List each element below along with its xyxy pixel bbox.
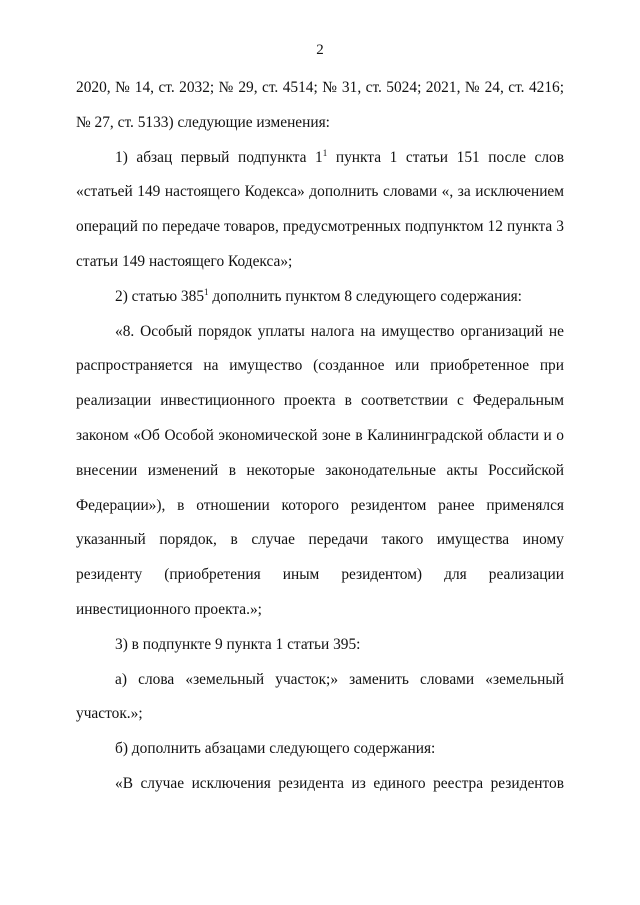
paragraph-intro-continuation: 2020, № 14, ст. 2032; № 29, ст. 4514; № 31, ст. 5024; 2021, № 24, ст. 4216; № 27, ст. 5133) следующие изменения: [76,79,564,131]
superscript-2: 1 [204,286,209,297]
paragraph-subitem-b: б) дополнить абзацами следующего содержания: [115,740,436,758]
paragraph-item-2-text-before: 2) статью 385 [115,287,205,305]
paragraph-item-1 [76,141,564,280]
paragraph-quoted-point-8: «8. Особый порядок уплаты налога на имущество организаций не распространяется на имущество (созданное или приобретенное при реализации инвестиционного проекта в соответствии с Федеральным законом «Об Особой экономической зоне в Калининградской области и о внесении изменений в некоторые законодательные акты Российской Федерации»), в отношении которого резидентом ранее применялся указанный порядок, в случае передачи такого имущества иному резиденту (приобретения иным резидентом) для реализации инвестиционного проекта.»; [76,322,564,618]
paragraph-quoted-start: «В случае исключения резидента из единого реестра резидентов [115,774,564,792]
document-body [76,71,564,802]
paragraph-subitem-a: а) слова «земельный участок;» заменить словами «земельный участок.»; [76,670,564,723]
page-number: 2 [316,42,324,58]
superscript-1: 1 [322,147,328,158]
paragraph-item-1-text-after: пункта 1 статьи 151 после слов «статьей 149 настоящего Кодекса» дополнить словами «, за исключением операций по передаче товаров, предусмотренных подпунктом 12 пункта 3 статьи 149 настоящего Кодекса»; [76,148,564,270]
paragraph-item-2-text-after: дополнить пунктом 8 следующего содержания: [208,287,522,305]
paragraph-item-1-text-before: 1) абзац первый подпункта 1 [115,148,323,166]
paragraph-item-2 [76,280,564,315]
paragraph-item-3: 3) в подпункте 9 пункта 1 статьи 395: [115,635,361,653]
